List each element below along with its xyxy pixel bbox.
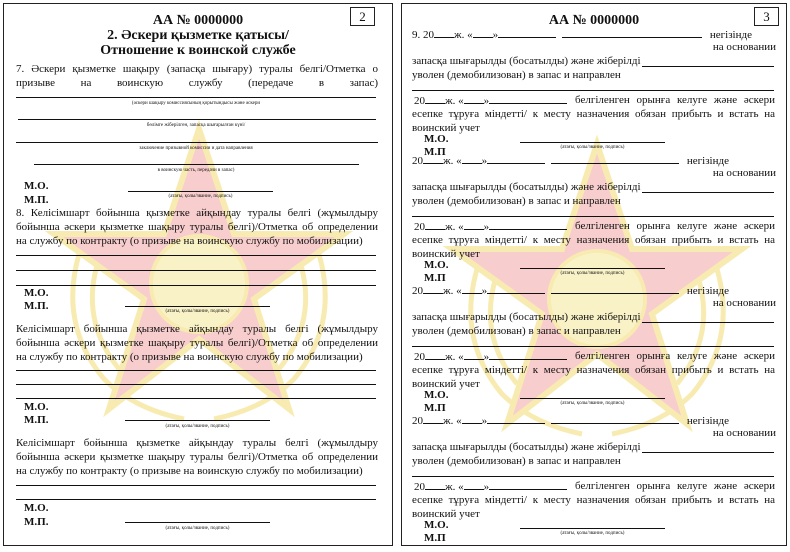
basis-field[interactable] xyxy=(551,414,679,424)
fill-line[interactable] xyxy=(16,398,376,399)
mo-label: М.О. xyxy=(24,502,49,514)
date-label: ж. « xyxy=(454,29,473,41)
destination-field[interactable] xyxy=(642,66,774,67)
mp-label: М.П. xyxy=(24,300,49,312)
certificate-page-2 xyxy=(3,3,393,546)
mo-label: М.О. xyxy=(424,259,449,271)
signature-line[interactable] xyxy=(520,268,665,269)
signature-caption: (атағы, қолы/звание, подпись) xyxy=(560,271,625,276)
month-field[interactable] xyxy=(487,284,545,294)
mp-label: М.П xyxy=(424,146,446,158)
signature-caption: (атағы, қолы/звание, подпись) xyxy=(168,194,233,199)
released-ru: уволен (демобилизован) в запас и направлен xyxy=(412,69,621,81)
caption: заключение призывной комиссии и дата направления xyxy=(139,146,253,151)
mo-label: М.О. xyxy=(424,389,449,401)
arrival-obligation: белгіленген орынға келуге және әскери есепке тұруға міндетті/ к месту назначения обязан прибыть и встать на воинский учет xyxy=(412,220,775,260)
signature-caption: (атағы, қолы/звание, подпись) xyxy=(165,309,230,314)
year-prefix: 20 xyxy=(414,481,425,493)
signature-line[interactable] xyxy=(125,306,270,307)
year-field[interactable] xyxy=(434,28,454,38)
arrival-obligation: белгіленген орынға келуге және әскери есепке тұруға міндетті/ к месту назначения обязан прибыть и встать на воинский учет xyxy=(412,94,775,134)
basis-field[interactable] xyxy=(551,284,679,294)
mp-label: М.П. xyxy=(24,194,49,206)
signature-line[interactable] xyxy=(520,528,665,529)
caption: бөлімге жіберілген, запасқа шығарылған күні/ xyxy=(146,123,246,128)
mo-label: М.О. xyxy=(24,287,49,299)
basis-label-ru: на основании xyxy=(712,297,776,309)
fill-line[interactable] xyxy=(412,346,774,347)
signature-line[interactable] xyxy=(128,191,273,192)
item-number: 9. xyxy=(412,29,423,41)
year-prefix: 20 xyxy=(423,29,434,41)
arrival-obligation: белгіленген орынға келуге және әскери есепке тұруға міндетті/ к месту назначения обязан прибыть и встать на воинский учет xyxy=(412,480,775,520)
fill-line[interactable] xyxy=(16,285,376,286)
released-ru: уволен (демобилизован) в запас и направлен xyxy=(412,325,621,337)
date-line xyxy=(412,28,752,42)
signature-line[interactable] xyxy=(520,142,665,143)
fill-line[interactable] xyxy=(16,97,376,98)
day-field[interactable] xyxy=(462,154,482,164)
mp-label: М.П xyxy=(424,402,446,414)
quote-close: » xyxy=(483,481,490,493)
mo-label: М.О. xyxy=(424,133,449,145)
caption: (әскери шақыру комиссиясының қорытындысы және әскери xyxy=(131,101,261,106)
fill-line[interactable] xyxy=(16,142,378,143)
caption: в воинскую часть, передачи в запас) xyxy=(157,168,235,173)
fill-line[interactable] xyxy=(18,119,376,120)
quote-close: » xyxy=(483,95,490,107)
sun-icon xyxy=(151,236,247,332)
date-label: ж. « xyxy=(445,221,464,233)
year-prefix: 20 xyxy=(412,415,423,427)
year-prefix: 20 xyxy=(412,155,423,167)
date-line xyxy=(412,154,729,168)
mo-label: М.О. xyxy=(424,519,449,531)
quote-close: » xyxy=(481,415,488,427)
year-prefix: 20 xyxy=(412,285,423,297)
fill-line[interactable] xyxy=(412,476,774,477)
mo-label: М.О. xyxy=(24,401,49,413)
fill-line[interactable] xyxy=(16,270,376,271)
destination-field[interactable] xyxy=(642,192,774,193)
section-title-ru: Отношение к воинской службе xyxy=(100,43,296,58)
signature-line[interactable] xyxy=(125,420,270,421)
mp-label: М.П. xyxy=(24,516,49,528)
released-kz: запасқа шығарылды (босатылды) және жіберілді xyxy=(412,55,641,67)
year-prefix: 20 xyxy=(414,351,425,363)
quote-close: » xyxy=(481,155,488,167)
mp-label: М.П xyxy=(424,532,446,544)
certificate-page-3 xyxy=(401,3,787,546)
month-field[interactable] xyxy=(487,414,545,424)
basis-label-kz: негізінде xyxy=(686,155,729,167)
fill-line[interactable] xyxy=(34,164,359,165)
quote-close: » xyxy=(483,351,490,363)
signature-caption: (атағы, қолы/звание, подпись) xyxy=(560,145,625,150)
emblem-watermark xyxy=(44,119,354,429)
fill-line[interactable] xyxy=(16,499,376,500)
fill-line[interactable] xyxy=(16,255,376,256)
date-label: ж. « xyxy=(445,351,464,363)
date-label: ж. « xyxy=(445,95,464,107)
item-8-text: 8. Келісімшарт бойынша қызметке айқындау туралы белгі (жұмылдыру бойынша әскери қызметке шақыру туралы белгі)/Отметка об определении на службу по контракту (о призыве на воинскую службу по мобилизации) xyxy=(16,207,378,247)
page-number: 2 xyxy=(350,7,375,26)
item-7-text: 7. Әскери қызметке шақыру (запасқа шығару) туралы белгі/Отметка о призыве на воинскую службу (передаче в запас) xyxy=(16,63,378,89)
year-field[interactable] xyxy=(423,154,443,164)
signature-line[interactable] xyxy=(520,398,665,399)
day-field[interactable] xyxy=(462,414,482,424)
basis-label-kz: негізінде xyxy=(709,29,752,41)
serial-number: АА № 0000000 xyxy=(152,13,244,28)
year-prefix: 20 xyxy=(414,95,425,107)
section-title-kz: 2. Әскери қызметке қатысы/ xyxy=(107,28,289,43)
arrival-obligation: белгіленген орынға келуге және әскери есепке тұруға міндетті/ к месту назначения обязан прибыть и встать на воинский учет xyxy=(412,350,775,390)
signature-line[interactable] xyxy=(125,522,270,523)
released-kz: запасқа шығарылды (босатылды) және жіберілді xyxy=(412,311,641,323)
signature-caption: (атағы, қолы/звание, подпись) xyxy=(560,401,625,406)
date-line xyxy=(412,414,729,428)
basis-field[interactable] xyxy=(562,28,702,38)
signature-caption: (атағы, қолы/звание, подпись) xyxy=(165,526,230,531)
quote-close: » xyxy=(492,29,499,41)
quote-close: » xyxy=(483,221,490,233)
basis-label-kz: негізінде xyxy=(686,415,729,427)
basis-label-ru: на основании xyxy=(712,167,776,179)
signature-caption: (атағы, қолы/звание, подпись) xyxy=(165,424,230,429)
year-field[interactable] xyxy=(423,414,443,424)
quote-close: » xyxy=(481,285,488,297)
basis-label-ru: на основании xyxy=(712,427,776,439)
released-kz: запасқа шығарылды (босатылды) және жіберілді xyxy=(412,441,641,453)
destination-field[interactable] xyxy=(642,322,774,323)
basis-label-kz: негізінде xyxy=(686,285,729,297)
date-label: ж. « xyxy=(443,155,462,167)
fill-line[interactable] xyxy=(16,370,376,371)
page-number: 3 xyxy=(754,7,779,26)
mp-label: М.П xyxy=(424,272,446,284)
fill-line[interactable] xyxy=(412,90,774,91)
serial-number: АА № 0000000 xyxy=(548,13,640,28)
mo-label: М.О. xyxy=(24,180,49,192)
released-ru: уволен (демобилизован) в запас и направлен xyxy=(412,455,621,467)
day-field[interactable] xyxy=(473,28,493,38)
released-kz: запасқа шығарылды (босатылды) және жіберілді xyxy=(412,181,641,193)
fill-line[interactable] xyxy=(412,216,774,217)
destination-field[interactable] xyxy=(642,452,774,453)
basis-label-ru: на основании xyxy=(712,41,776,53)
item-8c-text: Келісімшарт бойынша қызметке айқындау туралы белгі (жұмылдыру бойынша әскери қызметке шақыру туралы белгі)/Отметка об определении на службу по контракту (о призыве на воинскую службу по мобилизации) xyxy=(16,437,378,477)
year-field[interactable] xyxy=(423,284,443,294)
basis-field[interactable] xyxy=(551,154,679,164)
month-field[interactable] xyxy=(498,28,556,38)
year-prefix: 20 xyxy=(414,221,425,233)
date-label: ж. « xyxy=(445,481,464,493)
day-field[interactable] xyxy=(462,284,482,294)
date-label: ж. « xyxy=(443,285,462,297)
item-8b-text: Келісімшарт бойынша қызметке айқындау туралы белгі (жұмылдыру бойынша әскери қызметке шақыру туралы белгі)/Отметка об определении на службу по контракту (о призыве на воинскую службу по мобилизации) xyxy=(16,323,378,363)
signature-caption: (атағы, қолы/звание, подпись) xyxy=(560,531,625,536)
month-field[interactable] xyxy=(487,154,545,164)
fill-line[interactable] xyxy=(16,485,376,486)
date-label: ж. « xyxy=(443,415,462,427)
date-line xyxy=(412,284,729,298)
fill-line[interactable] xyxy=(16,384,376,385)
released-ru: уволен (демобилизован) в запас и направлен xyxy=(412,195,621,207)
mp-label: М.П. xyxy=(24,414,49,426)
